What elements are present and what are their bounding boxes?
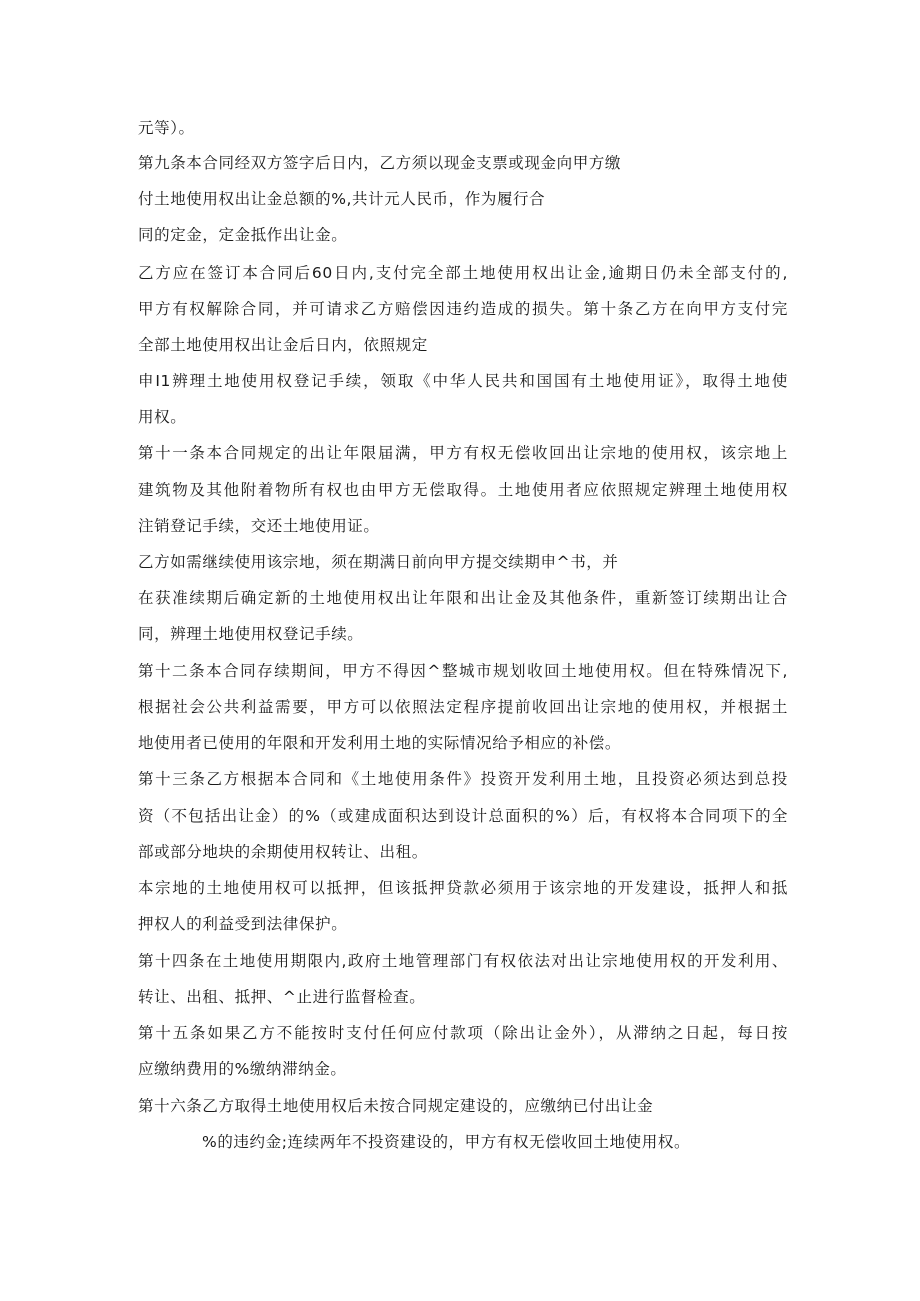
text-line: %的违约金;连续两年不投资建设的，甲方有权无偿收回土地使用权。	[202, 1133, 691, 1151]
text-line: 根据社会公共利益需要，甲方可以依照法定程序提前收回出让宗地的使用权，并根据土	[138, 698, 788, 716]
text-line: 地使用者已使用的年限和开发利用土地的实际情况给予相应的补偿。	[138, 734, 622, 752]
text-line: 注销登记手续，交还土地使用证。	[138, 517, 380, 535]
text-line: 全部土地使用权出让金后日内，依照规定	[138, 336, 428, 354]
text-line: 第十三条乙方根据本合同和《土地使用条件》投资开发利用土地，且投资必须达到总投	[138, 770, 788, 788]
text-line: 乙方如需继续使用该宗地，须在期满日前向甲方提交续期申^书，并	[138, 553, 619, 571]
text-line: 第九条本合同经双方签字后日内，乙方须以现金支票或现金向甲方缴	[138, 154, 622, 172]
text-line: 第十五条如果乙方不能按时支付任何应付款项（除出让金外），从滞纳之日起，每日按	[138, 1024, 788, 1042]
text-line: 部或部分地块的余期使用权转让、出租。	[138, 843, 428, 861]
text-line: 资（不包括出让金）的%（或建成面积达到设计总面积的%）后，有权将本合同项下的全	[138, 807, 788, 825]
text-line: 转让、出租、抵押、^止进行监督检查。	[138, 988, 426, 1006]
text-line: 押权人的利益受到法律保护。	[138, 915, 348, 933]
text-line: 在获准续期后确定新的土地使用权出让年限和出让金及其他条件，重新签订续期出让合	[138, 589, 788, 607]
text-line: 甲方有权解除合同，并可请求乙方赔偿因违约造成的损失。第十条乙方在向甲方支付完	[138, 300, 788, 318]
text-line: 同的定金，定金抵作出让金。	[138, 226, 348, 244]
text-line: 第十四条在土地使用期限内,政府土地管理部门有权依法对出让宗地使用权的开发利用、	[138, 952, 788, 970]
text-line: 本宗地的土地使用权可以抵押，但该抵押贷款必须用于该宗地的开发建设，抵押人和抵	[138, 879, 788, 897]
text-line: 建筑物及其他附着物所有权也由甲方无偿取得。土地使用者应依照规定辨理土地使用权	[138, 481, 788, 499]
text-line: 第十六条乙方取得土地使用权后未按合同规定建设的，应缴纳已付出让金	[138, 1097, 654, 1115]
text-line: 申I1辨理土地使用权登记手续，领取《中华人民共和国国有土地使用证》，取得土地使	[138, 372, 788, 390]
text-line: 付土地使用权出让金总额的%,共计元人民币，作为履行合	[138, 190, 546, 208]
text-line: 第十二条本合同存续期间，甲方不得因^整城市规划收回土地使用权。但在特殊情况下,	[138, 662, 788, 680]
text-line: 乙方应在签订本合同后60日内,支付完全部土地使用权出让金,逾期日仍未全部支付的,	[138, 264, 788, 282]
text-line: 同，辨理土地使用权登记手续。	[138, 625, 364, 643]
text-line: 第十一条本合同规定的出让年限届满，甲方有权无偿收回出让宗地的使用权，该宗地上	[138, 444, 788, 462]
text-line: 应缴纳费用的%缴纳滞纳金。	[138, 1060, 347, 1078]
text-line: 元等）。	[138, 119, 195, 137]
text-line: 用权。	[138, 408, 187, 426]
